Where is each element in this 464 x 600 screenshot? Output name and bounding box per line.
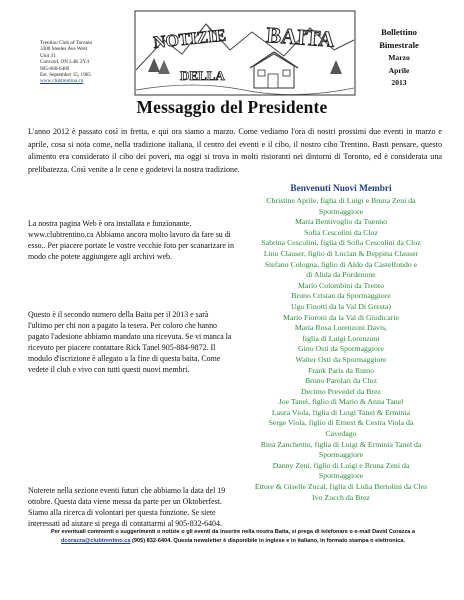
logo-word-notizie: NOTIZIE: [152, 25, 227, 52]
list-item: Laura Viola, figlia di Luigi Tanel & Erminia: [271, 407, 411, 417]
list-item: Decimo Prevedel da Brez: [301, 386, 381, 396]
list-item: Gino Osti da Spormaggiore: [298, 344, 384, 354]
website-paragraph: La nostra pagina Web è ora installata e funzionante. www.clubtrentino.ca Abbiamo ancora molto lavoro da fare su di esso.. Per piacere portate le vostre vecchie foto per scanarizare in modo che potete aggiungere agli archivi web.: [28, 219, 234, 262]
club-city: Concord, ON L4K 2Y4: [40, 59, 89, 66]
footer-text-start: Per eventuali commenti o suggerimenti o notizie o gli eventi da inserire nella nostra Baita, si prega di telefonare o e-mail David Corazza a: [50, 529, 415, 535]
list-item: Cavedago: [325, 429, 357, 439]
club-phone: 905-660-6489: [40, 65, 70, 72]
list-item: Stefano Cologna, figlio di Aldo da Castelfondo e: [264, 259, 418, 269]
club-website-link[interactable]: www.clubtrentino.ca: [40, 78, 84, 85]
list-item: Ettore & Giselle Zucal, figlia di Lidia Bertolini da Cles: [254, 482, 428, 492]
list-item: figlia di Luigi Lorenzoni: [302, 333, 380, 343]
footer-text-end: (905) 832-6404. Questa newsletter è disponibile in inglese e in italiano, in formato stampa o elettronica.: [130, 537, 405, 544]
club-name: Trentino Club of Toronto: [40, 40, 93, 46]
club-address: [40, 40, 135, 85]
list-item: Bruno Cristan da Spormaggiore: [291, 291, 391, 301]
notizie-della-baita-logo: [134, 10, 356, 96]
intro-paragraph: L'anno 2012 è passato così in fretta, e qui ora siamo a marzo. Come vediamo l'ora di nostri prossimi due eventi in marzo e aprile, cosa si nota come, nella tradizione italiana, il centro dei eventi e il cibo, il nostro cibo Trentino. Basti pensare, questo alimento era considerato il cibo dei poveri, ma oggi si trova in molti ristoranti nei dintorni di Toronto, ed è considerata una prelibatezza. Così venite a le cene e godetevi la nostra tradizione.: [28, 127, 442, 174]
list-item: Spormaggiore: [318, 450, 364, 460]
header: [0, 0, 464, 100]
list-item: Christine Aprile, figlia di Luigi e Bruna Zeni da: [266, 196, 416, 205]
bulletin-month-2: Aprile: [388, 65, 410, 75]
list-item: Walter Osti da Spormaggiore: [295, 354, 387, 364]
membership-paragraph: Questo è il secondo numero della Baita per il 2013 e sarà l'ultimo per chi non a pagato la tesera. Per coloro che hanno pagato l'adesione abbiamo mandato una ricevuta. Se vi manca la ricevuto per piacere contattare Rick Tanel 905-884-9872. Il modulo d'iscrizione è allegato a la fine di questa baita. Come vedete il club e vivo con tutti questi nuovi membri.: [28, 310, 232, 375]
club-unit: Unit 31: [40, 52, 56, 59]
page-title: Messaggio del Presidente: [136, 97, 328, 117]
list-item: Lino Clauser, figlio di Lucian & Beppina Clauser: [263, 248, 419, 258]
list-item: Maria Rosa Lorenzoni Davis,: [294, 323, 388, 333]
events-paragraph: Noterete nella sezione eventi futuri che abbiamo la data del 19 ottobre. Questa data viene messa da parte per un Oktoberfest. Siamo alla ricerca di volontari per questa funzione. Se siete interessati ad aiutare si prega di contattarmi al 905-832-6404.: [28, 486, 226, 529]
new-members-section: [236, 182, 446, 503]
new-members-list: [236, 196, 446, 503]
list-item: Joe Tanel, figlio di Mario & Anna Tanel: [278, 397, 404, 407]
bulletin-month-1: Marzo: [388, 53, 410, 62]
list-item: Sofia Cescolini da Cloz: [304, 227, 378, 237]
list-item: di Alida da Pordenone: [306, 270, 376, 280]
list-item: Spormaggiore: [318, 471, 364, 481]
list-item: Ugo Finotti da la Val Di Gresta): [291, 301, 391, 311]
footer-note: [26, 528, 440, 546]
list-item: Serge Viola, figlio di Ernest & Cesira Viola da: [268, 418, 414, 428]
contact-email-link[interactable]: dcorazza@clubtrentino.ca: [61, 537, 131, 544]
list-item: Sabrina Cescolini, figlia di Sofia Cescolini da Cloz: [261, 238, 421, 248]
list-item: Spormaggiore: [318, 206, 364, 216]
list-item: Ivo Zucch da Brez: [312, 492, 370, 502]
logo-word-baita: BAITA: [265, 22, 336, 52]
bulletin-title-2: Bimestrale: [379, 40, 419, 50]
list-item: Bruno Parolari da Cloz: [304, 376, 378, 386]
list-item: Mario Fioroni da la Val di Giudicarie: [283, 312, 399, 322]
club-established: Est. September 15, 1965: [40, 72, 91, 79]
bulletin-year: 2013: [391, 78, 407, 87]
list-item: Rina Zanchettin, figlia di Luigi & Erminia Tanel da: [260, 439, 422, 449]
list-item: Maria Bentivoglio da Tuenno: [294, 217, 388, 227]
bulletin-info: [364, 26, 434, 90]
list-item: Danny Zeni, figlio di Luigi e Bruna Zeni da: [272, 460, 410, 470]
club-street: 3300 Steeles Ave West: [40, 46, 88, 53]
list-item: Frank Paris da Rumo: [307, 365, 375, 375]
new-members-heading: Benvenuti Nuovi Membri: [290, 184, 392, 194]
list-item: Mario Colombini da Trento: [298, 280, 384, 290]
logo-word-della: DELLA: [180, 68, 225, 83]
bulletin-title-1: Bollettino: [381, 27, 417, 37]
